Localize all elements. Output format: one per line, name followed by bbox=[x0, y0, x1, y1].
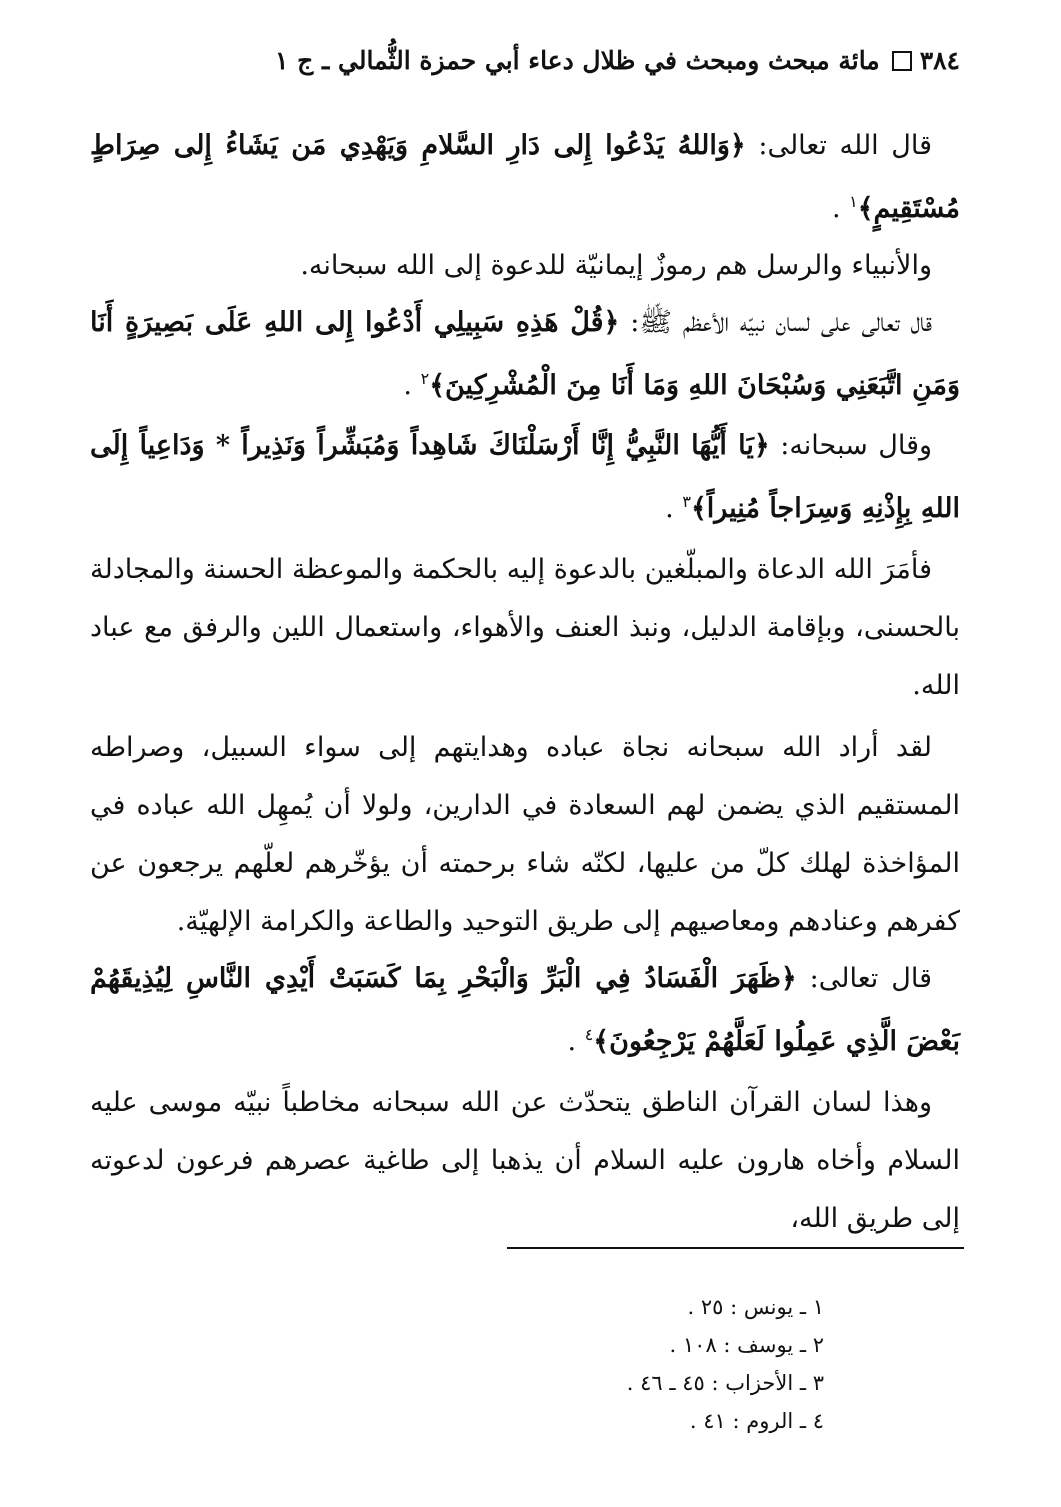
paragraph-quran-quote bbox=[90, 951, 960, 1070]
square-ornament-icon bbox=[892, 51, 912, 71]
footnote-ref: ٣ bbox=[682, 492, 691, 511]
quote-end: . bbox=[403, 370, 421, 401]
quran-verse: ﴿يَا أَيُّهَا النَّبِيُّ إِنَّا أَرْسَلْنَاكَ شَاهِداً وَمُبَشِّراً وَنَذِيراً * وَدَاعِياً إِلَى اللهِ بِإِذْنِهِ وَسِرَاجاً مُنِيراً﴾ bbox=[90, 430, 960, 524]
quote-end: . bbox=[831, 193, 850, 224]
footnote-item: ٢ ـ يوسف : ١٠٨ . bbox=[669, 1333, 824, 1357]
quote-end: . bbox=[665, 493, 683, 524]
footnote-ref: ١ bbox=[849, 192, 858, 211]
paragraph-quran-quote bbox=[90, 295, 960, 414]
main-text bbox=[90, 118, 960, 1248]
footnote-divider bbox=[507, 1247, 964, 1249]
quote-end: . bbox=[567, 1026, 585, 1057]
footnote-ref: ٤ bbox=[584, 1025, 594, 1044]
paragraph-quran-quote bbox=[90, 418, 960, 537]
quote-intro: قال تعالى على لسان نبيّه الأعظم ﷺ: bbox=[619, 307, 932, 338]
footnote-ref: ٢ bbox=[420, 369, 430, 388]
footnotes bbox=[90, 1288, 860, 1440]
quran-verse: ﴿ظَهَرَ الْفَسَادُ فِي الْبَرِّ وَالْبَحْرِ بِمَا كَسَبَتْ أَيْدِي النَّاسِ لِيُذِيقَهُمْ بَعْضَ الَّذِي عَمِلُوا لَعَلَّهُمْ يَرْجِعُونَ﴾ bbox=[90, 963, 960, 1057]
quote-intro: قال الله تعالى: bbox=[745, 130, 933, 161]
running-title: مائة مبحث ومبحث في ظلال دعاء أبي حمزة الثُّمالي ـ ج ١ bbox=[275, 46, 880, 75]
footnote-item: ٣ ـ الأحزاب : ٤٥ ـ ٤٦ . bbox=[626, 1371, 824, 1395]
running-header bbox=[90, 46, 960, 75]
paragraph: وهذا لسان القرآن الناطق يتحدّث عن الله سبحانه مخاطباً نبيّه موسى عليه السلام وأخاه هارون عليه السلام أن يذهبا إلى طاغية عصرهم فرعون لدعوته إلى طريق الله، bbox=[90, 1087, 960, 1234]
quran-verse: ﴿وَاللهُ يَدْعُوا إِلى دَارِ السَّلامِ وَيَهْدِي مَن يَشَاءُ إِلى صِرَاطٍ مُسْتَقِيمٍ﴾ bbox=[90, 130, 960, 224]
quote-intro: قال تعالى: bbox=[796, 963, 932, 994]
paragraph: فأمَرَ الله الدعاة والمبلّغين بالدعوة إليه بالحكمة والموعظة الحسنة والمجادلة بالحسنى، وبإقامة الدليل، ونبذ العنف والأهواء، واستعمال اللين والرفق مع عباد الله. bbox=[90, 554, 960, 701]
quote-intro: وقال سبحانه: bbox=[769, 430, 933, 461]
quran-verse: ﴿قُلْ هَذِهِ سَبِيلِي أَدْعُوا إِلى اللهِ عَلَى بَصِيرَةٍ أَنَا وَمَنِ اتَّبَعَنِي وَسُبْحَانَ اللهِ وَمَا أَنَا مِنَ الْمُشْرِكِينَ﴾ bbox=[90, 307, 960, 401]
footnote-item: ١ ـ يونس : ٢٥ . bbox=[687, 1295, 824, 1319]
paragraph: والأنبياء والرسل هم رموزٌ إيمانيّة للدعوة إلى الله سبحانه. bbox=[300, 250, 932, 281]
page-number: ٣٨٤ bbox=[919, 46, 960, 75]
footnote-item: ٤ ـ الروم : ٤١ . bbox=[689, 1409, 824, 1433]
paragraph-quran-quote bbox=[90, 118, 960, 237]
paragraph: لقد أراد الله سبحانه نجاة عباده وهدايتهم إلى سواء السبيل، وصراطه المستقيم الذي يضمن لهم السعادة في الدارين، ولولا أن يُمهِل الله عباده في المؤاخذة لهلك كلّ من عليها، لكنّه شاء برحمته أن يؤخّرهم لعلّهم يرجعون عن كفرهم وعنادهم ومعاصيهم إلى طريق التوحيد والطاعة والكرامة الإلهيّة. bbox=[90, 732, 960, 937]
